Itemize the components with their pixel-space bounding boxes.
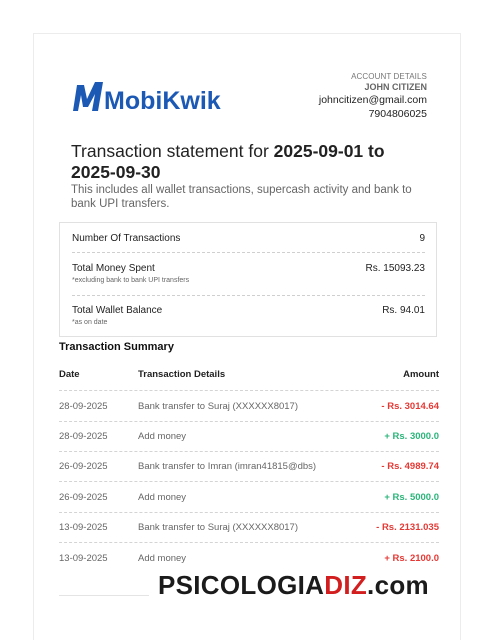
row-amount: - Rs. 3014.64 xyxy=(381,401,439,412)
mobikwik-logo xyxy=(71,79,226,115)
row-details: Add money xyxy=(138,553,187,564)
transaction-summary-title: Transaction Summary xyxy=(59,341,174,353)
header-date: Date xyxy=(59,369,80,380)
divider xyxy=(72,252,425,253)
balance-label: Total Wallet Balance xyxy=(72,305,163,316)
table-row xyxy=(59,522,439,536)
watermark-part3: .com xyxy=(367,570,429,600)
balance-note: *as on date xyxy=(72,319,108,326)
table-row xyxy=(59,431,439,445)
row-date: 13-09-2025 xyxy=(59,522,108,533)
statement-subtitle: This includes all wallet transactions, supercash activity and bank to bank UPI transfers. xyxy=(71,184,412,210)
watermark-part2: DIZ xyxy=(324,570,368,600)
row-date: 13-09-2025 xyxy=(59,553,108,564)
count-value: 9 xyxy=(419,233,425,244)
spent-label: Total Money Spent xyxy=(72,263,155,274)
summary-count-row xyxy=(72,233,425,244)
account-email: johncitizen@gmail.com xyxy=(318,94,427,106)
row-date: 28-09-2025 xyxy=(59,401,108,412)
spent-note: *excluding bank to bank UPI transfers xyxy=(72,277,190,284)
spent-value: Rs. 15093.23 xyxy=(365,263,425,274)
row-divider xyxy=(59,512,439,513)
row-details: Add money xyxy=(138,431,187,442)
row-amount: - Rs. 4989.74 xyxy=(381,461,439,472)
divider xyxy=(72,295,425,296)
table-row xyxy=(59,553,439,567)
row-amount: + Rs. 2100.0 xyxy=(384,553,439,564)
row-date: 26-09-2025 xyxy=(59,492,108,503)
header-amount: Amount xyxy=(403,369,439,380)
summary-balance-row xyxy=(72,305,425,326)
row-details: Bank transfer to Imran (imran41815@dbs) xyxy=(138,461,317,472)
account-name: JOHN CITIZEN xyxy=(364,82,427,92)
account-details xyxy=(319,72,427,120)
logo-wordmark: MobiKwik xyxy=(104,87,221,115)
row-date: 26-09-2025 xyxy=(59,461,108,472)
account-heading: ACCOUNT DETAILS xyxy=(351,72,427,81)
row-amount: - Rs. 2131.035 xyxy=(376,522,439,533)
summary-box xyxy=(59,222,437,337)
row-divider xyxy=(59,481,439,482)
watermark-part1: PSICOLOGIA xyxy=(158,570,325,600)
statement-period: 2025-09-01 to 2025-09-30 xyxy=(71,141,385,182)
transactions-header xyxy=(59,369,439,383)
table-row xyxy=(59,492,439,506)
row-details: Bank transfer to Suraj (XXXXXX8017) xyxy=(138,401,298,412)
row-amount: + Rs. 3000.0 xyxy=(384,431,439,442)
row-divider xyxy=(59,421,439,422)
row-date: 28-09-2025 xyxy=(59,431,108,442)
row-details: Add money xyxy=(138,492,187,503)
row-divider xyxy=(59,542,439,543)
row-details: Bank transfer to Suraj (XXXXXX8017) xyxy=(138,522,298,533)
row-divider xyxy=(59,451,439,452)
title-prefix: Transaction statement for xyxy=(71,141,274,161)
balance-value: Rs. 94.01 xyxy=(382,305,425,316)
watermark-text xyxy=(158,570,429,601)
row-amount: + Rs. 5000.0 xyxy=(384,492,439,503)
header-details: Transaction Details xyxy=(138,369,226,380)
statement-title xyxy=(71,141,433,183)
table-row xyxy=(59,461,439,475)
row-divider xyxy=(59,595,149,596)
account-phone: 7904806025 xyxy=(368,108,427,120)
table-row xyxy=(59,401,439,415)
summary-spent-row xyxy=(72,263,425,284)
row-divider xyxy=(59,390,439,391)
count-label: Number Of Transactions xyxy=(72,233,181,244)
